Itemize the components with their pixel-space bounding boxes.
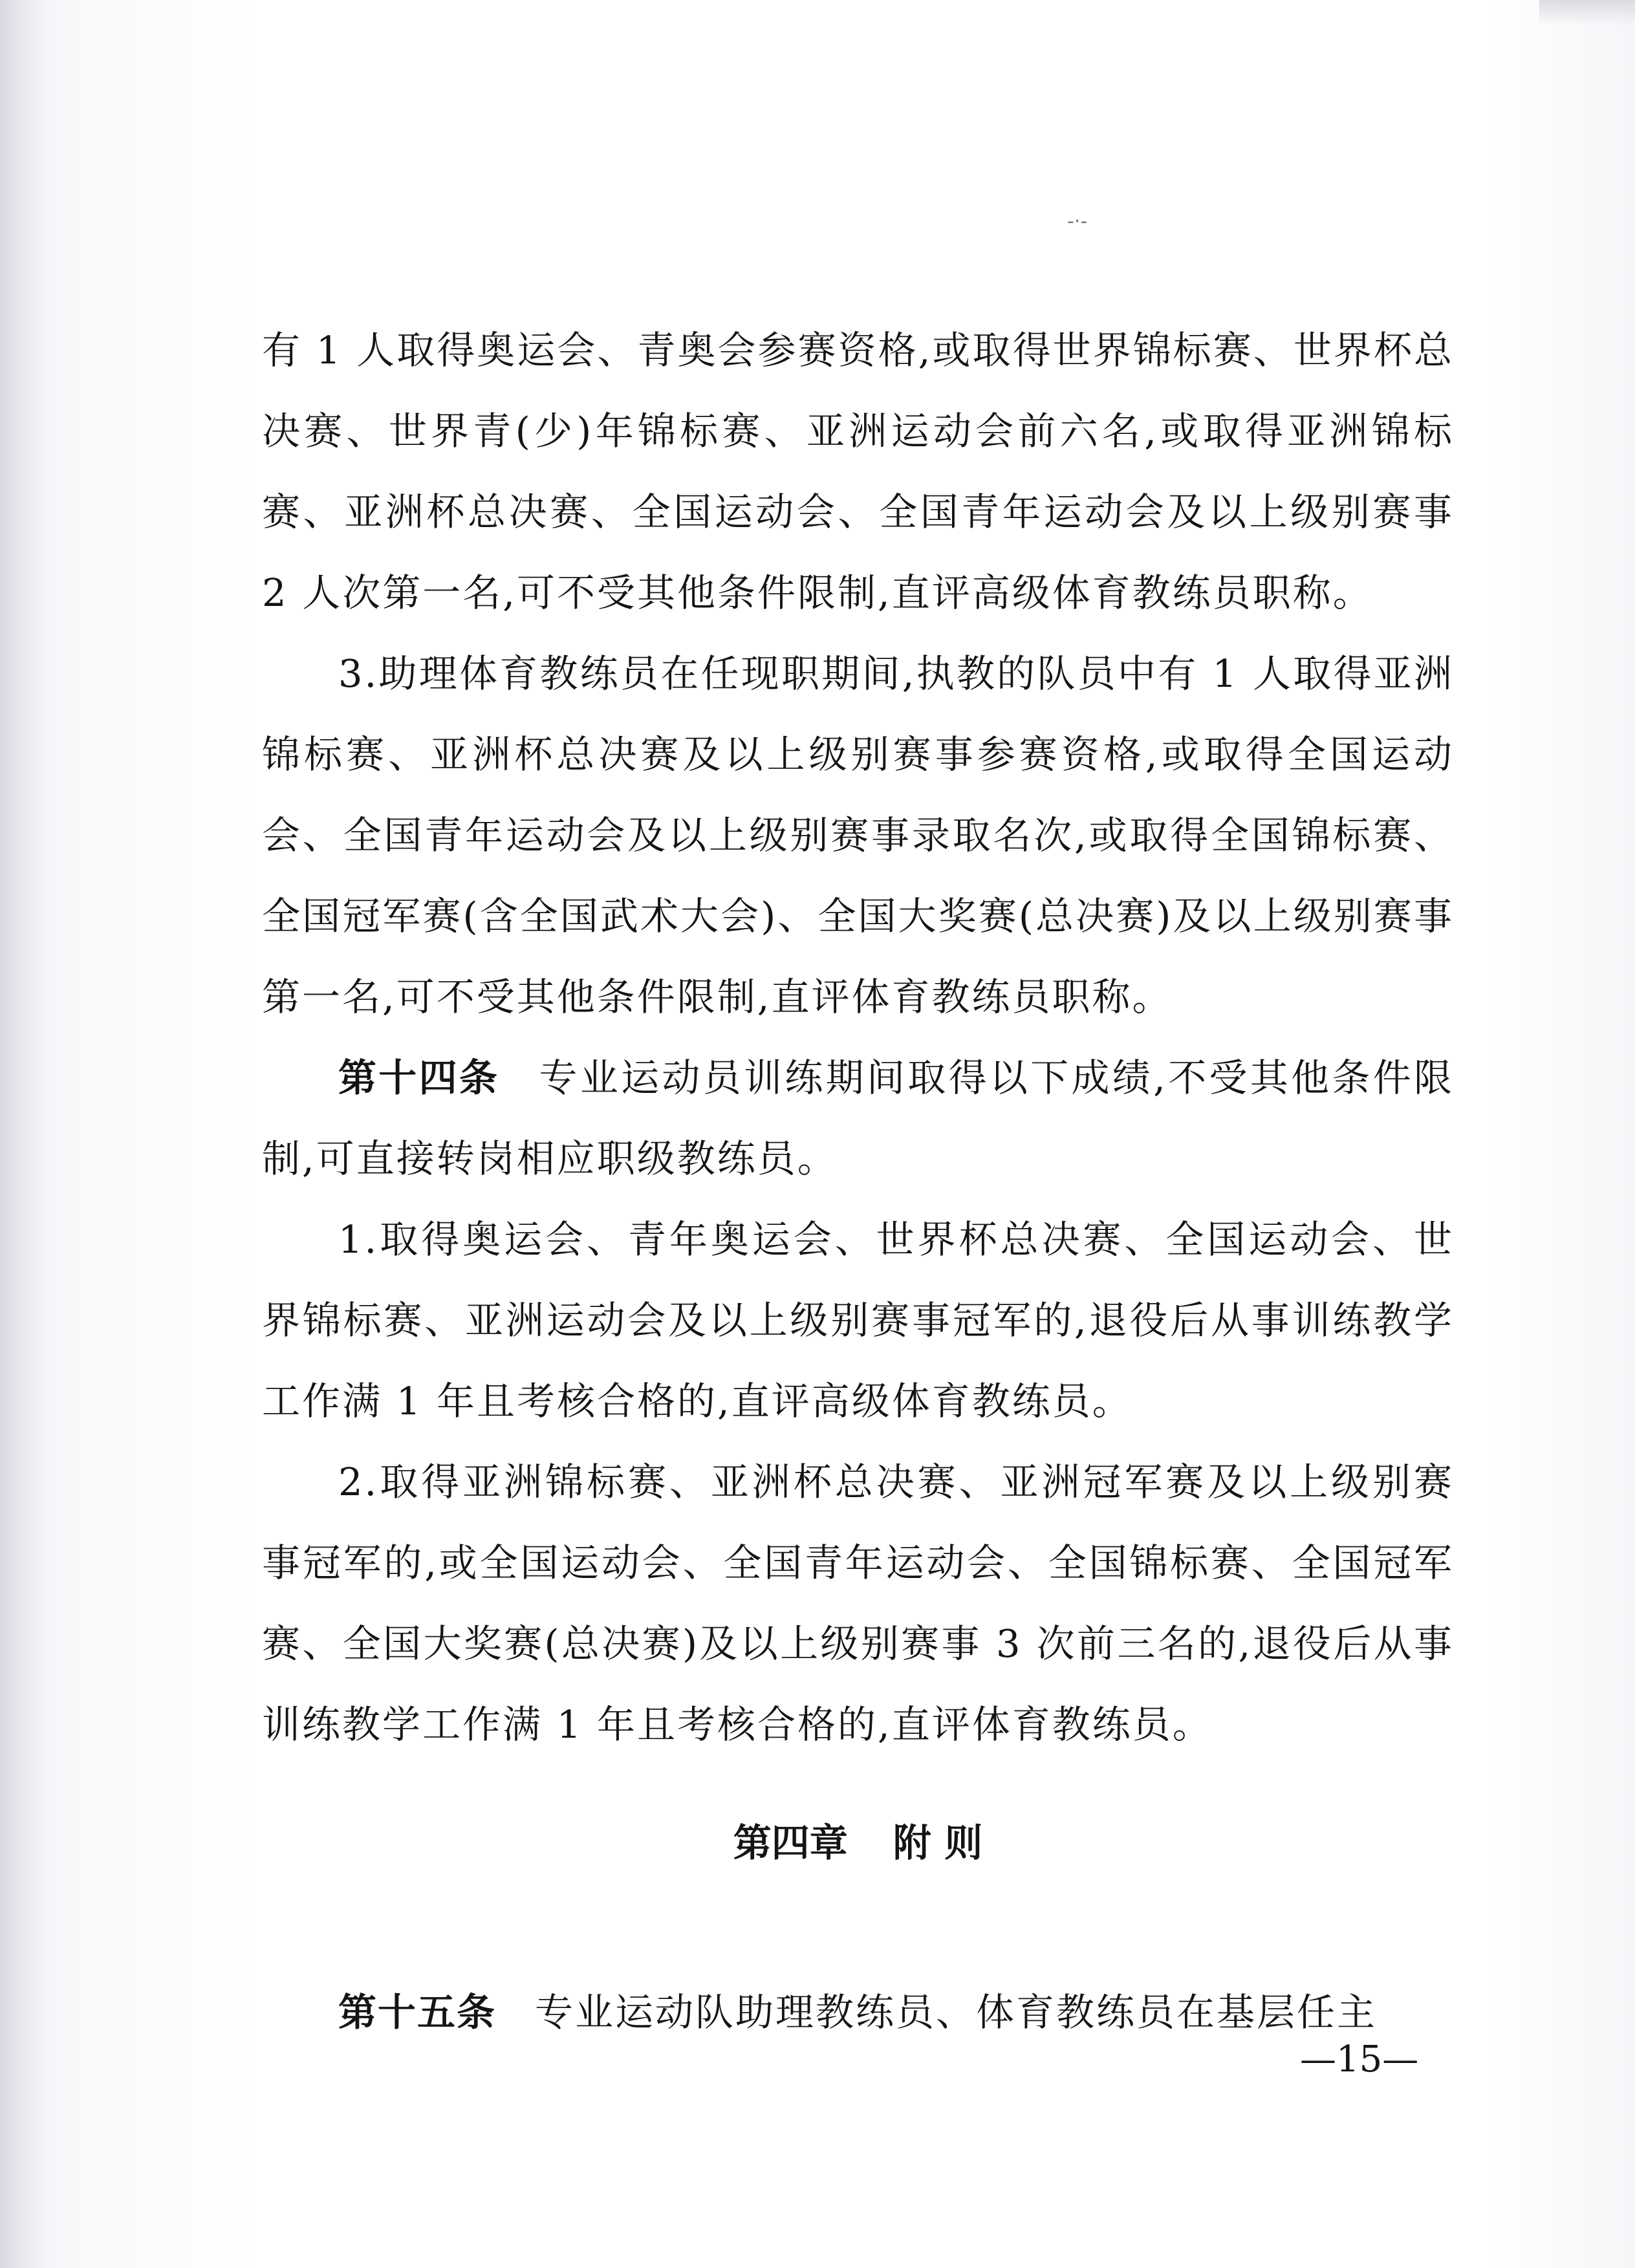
- paragraph-text: 有 1 人取得奥运会、青奥会参赛资格,或取得世界锦标赛、世界杯总决赛、世界青(少)年锦标赛、亚洲运动会前六名,或取得亚洲锦标赛、亚洲杯总决赛、全国运动会、全国青年运动会及以上级别赛事 2 人次第一名,可不受其他条件限制,直评高级体育教练员职称。: [262, 328, 1454, 615]
- article-14: [262, 1037, 1454, 1199]
- chapter-heading: [262, 1811, 1454, 1875]
- paragraph-item-3: [262, 633, 1454, 1037]
- article-15: [262, 1972, 1454, 2053]
- article-heading: 第十五条: [338, 1990, 497, 2035]
- paragraph-text: 2.取得亚洲锦标赛、亚洲杯总决赛、亚洲冠军赛及以上级别赛事冠军的,或全国运动会、全国青年运动会、全国锦标赛、全国冠军赛、全国大奖赛(总决赛)及以上级别赛事 3 次前三名的,退役后从事训练教学工作满 1 年且考核合格的,直评体育教练员。: [262, 1460, 1454, 1747]
- chapter-title: 附 则: [893, 1820, 983, 1865]
- chapter-number: 第四章: [733, 1820, 848, 1865]
- paragraph-text: 1.取得奥运会、青年奥运会、世界杯总决赛、全国运动会、世界锦标赛、亚洲运动会及以上级别赛事冠军的,退役后从事训练教学工作满 1 年且考核合格的,直评高级体育教练员。: [262, 1217, 1454, 1423]
- binding-edge: [0, 0, 45, 2268]
- paragraph-item-2: [262, 1442, 1454, 1765]
- article-heading: 第十四条: [338, 1055, 500, 1100]
- header-mark: -·-: [1067, 210, 1088, 233]
- paragraph-continuation: [262, 310, 1454, 633]
- paragraph-text: 3.助理体育教练员在任现职期间,执教的队员中有 1 人取得亚洲锦标赛、亚洲杯总决赛及以上级别赛事参赛资格,或取得全国运动会、全国青年运动会及以上级别赛事录取名次,或取得全国锦标赛、全国冠军赛(含全国武术大会)、全国大奖赛(总决赛)及以上级别赛事第一名,可不受其他条件限制,直评体育教练员职称。: [262, 651, 1454, 1019]
- page-corner-shadow: [1539, 0, 1635, 26]
- article-text: 专业运动队助理教练员、体育教练员在基层任主: [535, 1990, 1378, 2035]
- page-number: —15—: [1300, 2038, 1419, 2080]
- article-text: 专业运动员训练期间取得以下成绩,不受其他条件限制,可直接转岗相应职级教练员。: [262, 1055, 1454, 1181]
- paragraph-item-1: [262, 1199, 1454, 1442]
